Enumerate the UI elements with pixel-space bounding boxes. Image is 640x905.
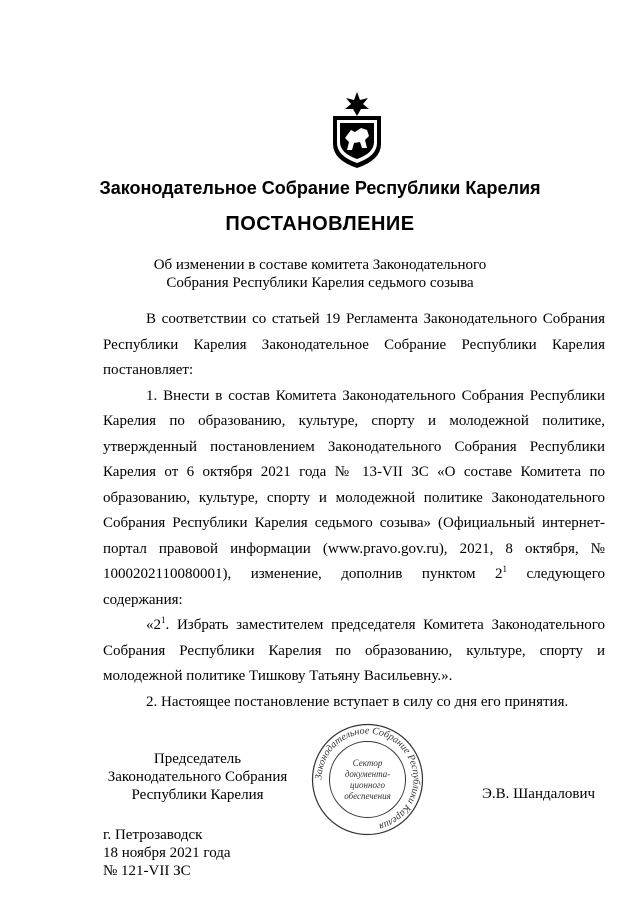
subject-line-1: Об изменении в составе комитета Законодательного	[153, 257, 487, 273]
stamp-ring-text: Законодательное Собрание Республики Карелия	[313, 725, 422, 832]
organization-title: Законодательное Собрание Республики Карелия	[99, 178, 541, 198]
document-number: № 121-VII ЗС	[103, 863, 191, 879]
clause-2-paragraph: 2. Настоящее постановление вступает в силу со дня его принятия.	[146, 693, 569, 710]
clause-1-text-end: следующего содержания:	[103, 566, 605, 608]
city-line: г. Петрозаводск	[103, 827, 203, 843]
signatory-title-line-1: Председатель	[153, 751, 242, 767]
signatory-title-line-2: Законодательного Собрания	[107, 769, 288, 785]
stamp-line-3: ционного	[350, 780, 385, 790]
coat-of-arms-emblem	[327, 90, 387, 170]
preamble-paragraph: В соответствии со статьей 19 Регламента Законодательного Собрания Республики Карелия Законодательное Собрание Республики Карелия постановляет:	[103, 311, 605, 378]
stamp-line-4: обеспечения	[344, 791, 391, 801]
inserted-item-text: . Избрать заместителем председателя Комитета Законодательного Собрания Республики Карелия по образованию, культуре, спорту и молодежной политике Тишкову Татьяну Васильевну.».	[103, 617, 605, 684]
inserted-item-paragraph	[103, 613, 605, 690]
clause-1-superscript: 1	[502, 564, 508, 574]
subject-line-2: Собрания Республики Карелия седьмого созыва	[166, 275, 474, 291]
signatory-title-line-3: Республики Карелия	[131, 787, 264, 803]
official-stamp	[310, 722, 425, 837]
inserted-item-start: «2	[146, 617, 161, 633]
signatory-name: Э.В. Шандалович	[482, 786, 596, 802]
inserted-item-superscript: 1	[161, 615, 166, 625]
document-subject	[0, 256, 640, 292]
stamp-line-2: документа-	[344, 769, 391, 779]
stamp-line-1: Сектор	[352, 758, 383, 768]
clause-1-paragraph	[103, 384, 605, 614]
document-footer	[103, 826, 231, 880]
signatory-title	[100, 750, 295, 804]
date-line: 18 ноября 2021 года	[103, 845, 231, 861]
resolution-body	[103, 307, 605, 715]
clause-1-text: 1. Внести в состав Комитета Законодательного Собрания Республики Карелия по образованию, культуре, спорту и молодежной политике, утвержденный постановлением Законодательного Собрания Республики Карелия от 6 октября 2021 года № 13-VII ЗС «О составе Комитета по образованию, культуре, спорту и молодежной политике Законодательного Собрания Республики Карелия седьмого созыва» (Официальный интернет-портал правовой информации (www.pravo.gov.ru), 2021, 8 октября, № 1000202110080001), изменение, дополнив пунктом 2	[103, 387, 605, 582]
document-type-heading: ПОСТАНОВЛЕНИЕ	[225, 213, 415, 235]
